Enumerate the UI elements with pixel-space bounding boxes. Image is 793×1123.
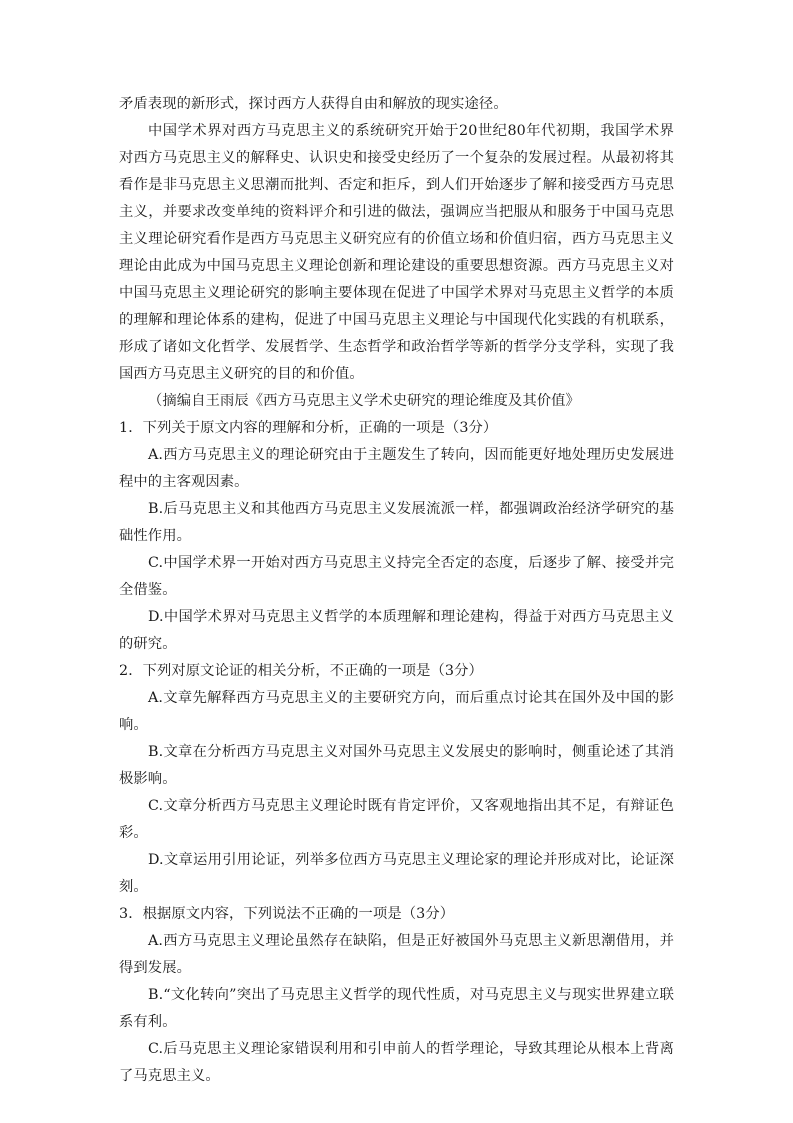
option-a: A.西方马克思主义的理论研究由于主题发生了转向，因而能更好地处理历史发展进程中的主客观因素。 xyxy=(119,447,674,490)
option-a: A.文章先解释西方马克思主义的主要研究方向，而后重点讨论其在国外及中国的影响。 xyxy=(119,690,674,733)
question-stem: 2．下列对原文论证的相关分析，不正确的一项是（3分） xyxy=(119,663,483,679)
question-stem: 1．下列关于原文内容的理解和分析，正确的一项是（3分） xyxy=(119,420,498,436)
option-a: A.西方马克思主义理论虽然存在缺陷，但是正好被国外马克思主义新思潮借用，并得到发展。 xyxy=(119,933,674,976)
option-b: B.后马克思主义和其他西方马克思主义发展流派一样，都强调政治经济学研究的基础性作用。 xyxy=(119,501,674,544)
passage-paragraph-1: 矛盾表现的新形式，探讨西方人获得自由和解放的现实途径。 xyxy=(119,96,508,112)
option-b: B.文章在分析西方马克思主义对国外马克思主义发展史的影响时，侧重论述了其消极影响。 xyxy=(119,744,674,787)
question-3 xyxy=(119,901,674,1090)
option-d: D.中国学术界对马克思主义哲学的本质理解和理论建构，得益于对西方马克思主义的研究。 xyxy=(119,609,674,652)
option-b: B.“文化转向”突出了马克思主义哲学的现代性质，对马克思主义与现实世界建立联系有利。 xyxy=(119,987,674,1030)
option-c: C.中国学术界一开始对西方马克思主义持完全否定的态度，后逐步了解、接受并完全借鉴。 xyxy=(119,555,674,598)
option-d: D.文章运用引用论证，列举多位西方马克思主义理论家的理论并形成对比，论证深刻。 xyxy=(119,852,674,895)
option-c: C.文章分析西方马克思主义理论时既有肯定评价，又客观地指出其不足，有辩证色彩。 xyxy=(119,798,674,841)
question-stem: 3．根据原文内容，下列说法不正确的一项是（3分） xyxy=(119,906,455,922)
question-1 xyxy=(119,415,674,658)
passage-source: （摘编自王雨辰《西方马克思主义学术史研究的理论维度及其价值》 xyxy=(148,393,580,409)
question-2 xyxy=(119,658,674,901)
option-c: C.后马克思主义理论家错误利用和引申前人的哲学理论，导致其理论从根本上背离了马克思主义。 xyxy=(119,1041,674,1084)
passage-paragraph-2: 中国学术界对西方马克思主义的系统研究开始于20世纪80年代初期，我国学术界对西方马克思主义的解释史、认识史和接受史经历了一个复杂的发展过程。从最初将其看作是非马克思主义思潮而批判、否定和拒斥，到人们开始逐步了解和接受西方马克思主义，并要求改变单纯的资料评介和引进的做法，强调应当把服从和服务于中国马克思主义理论研究看作是西方马克思主义研究应有的价值立场和价值归宿，西方马克思主义理论由此成为中国马克思主义理论创新和理论建设的重要思想资源。西方马克思主义对中国马克思主义理论研究的影响主要体现在促进了中国学术界对马克思主义哲学的本质的理解和理论体系的建构，促进了中国马克思主义理论与中国现代化实践的有机联系，形成了诸如文化哲学、发展哲学、生态哲学和政治哲学等新的哲学分支学科，实现了我国西方马克思主义研究的目的和价值。 xyxy=(119,123,674,382)
